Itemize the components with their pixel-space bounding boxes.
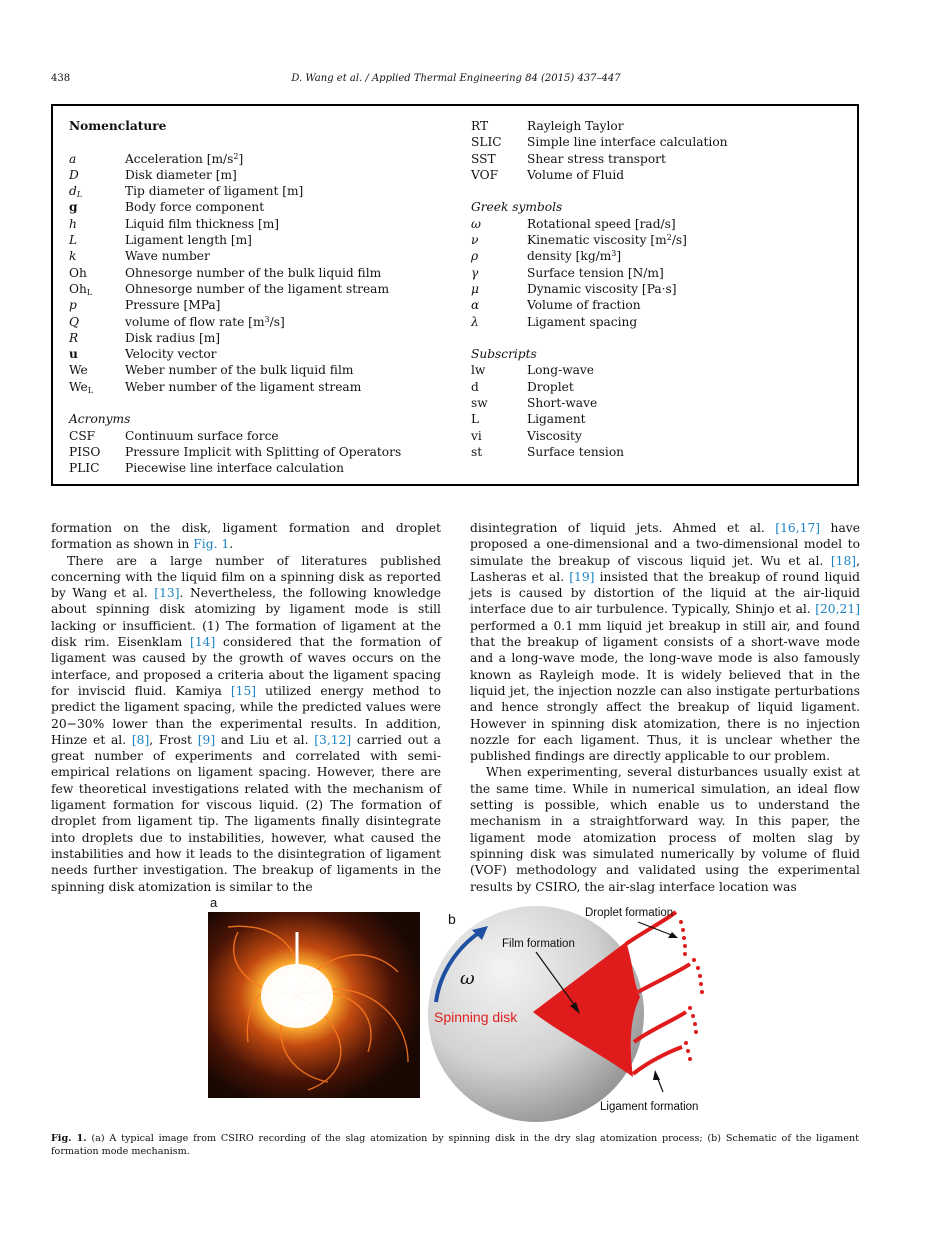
ligament-formation-label: Ligament formation bbox=[600, 1101, 699, 1113]
acronym: SLIC bbox=[471, 135, 502, 150]
symbol-description: Liquid film thickness [m] bbox=[125, 216, 280, 231]
list-item bbox=[69, 281, 449, 297]
subscripts-list bbox=[471, 362, 851, 460]
symbol-description: Tip diameter of ligament [m] bbox=[125, 184, 304, 199]
list-item bbox=[69, 167, 449, 183]
list-item bbox=[69, 379, 449, 395]
subscript-description: Ligament bbox=[527, 412, 586, 427]
symbol: $Oh_L$ bbox=[69, 281, 93, 297]
acronym: PISO bbox=[69, 444, 101, 459]
paragraph: When experimenting, several disturbances usually exist at the same time. While in numerical simulation, an ideal flow setting is possible, which enable us to understand the mechanism in a straightforward way. In this paper, the ligament mode atomization process of molten slag by spinning disk was simulated numerically by volume of fluid (VOF) methodology and validated using the experimental results by CSIRO, the air-slag interface location was bbox=[470, 765, 860, 894]
list-item bbox=[69, 232, 449, 248]
acronyms-heading: Acronyms bbox=[69, 412, 131, 427]
list-item bbox=[69, 248, 449, 264]
droplet-pointer-head bbox=[668, 932, 678, 938]
list-item bbox=[471, 395, 851, 411]
subscripts-heading: Subscripts bbox=[471, 347, 537, 362]
ligament bbox=[633, 1047, 682, 1074]
symbol-description: Ligament length [m] bbox=[125, 233, 252, 248]
symbol-description: Disk radius [m] bbox=[125, 330, 221, 345]
symbol-description: Weber number of the bulk liquid film bbox=[125, 363, 354, 378]
greek-symbol: ν bbox=[471, 233, 479, 248]
symbol-description: Acceleration $[m/s^2]$ bbox=[125, 151, 244, 166]
list-item bbox=[471, 281, 851, 297]
subscript-description: Long-wave bbox=[527, 363, 594, 378]
citation-link[interactable]: [19] bbox=[569, 569, 595, 584]
citation-link[interactable]: [14] bbox=[190, 635, 216, 650]
symbol-description: Wave number bbox=[125, 249, 210, 264]
symbol: p bbox=[69, 298, 77, 313]
citation-link[interactable]: [9] bbox=[197, 732, 216, 747]
ligament bbox=[638, 964, 690, 992]
panel-a-label: a bbox=[210, 895, 218, 910]
droplet-formation-label: Droplet formation bbox=[585, 907, 674, 919]
list-item bbox=[69, 444, 449, 460]
symbol: k bbox=[69, 249, 77, 264]
panel-b-letter: b bbox=[448, 911, 456, 927]
list-item bbox=[471, 216, 851, 232]
greek-symbol: α bbox=[471, 298, 480, 313]
greek-symbol: ω bbox=[471, 216, 481, 231]
list-item bbox=[69, 428, 449, 444]
acronym-description: Pressure Implicit with Splitting of Operators bbox=[125, 444, 402, 459]
list-item bbox=[471, 411, 851, 427]
acronym-description: Simple line interface calculation bbox=[527, 135, 728, 150]
symbol: g bbox=[69, 200, 78, 215]
greek-description: Surface tension [N/m] bbox=[527, 265, 664, 280]
list-item bbox=[471, 167, 851, 183]
acronym-description: Volume of Fluid bbox=[527, 167, 625, 182]
figure-panel-b bbox=[428, 902, 718, 1118]
acronym-description: Shear stress transport bbox=[527, 151, 666, 166]
symbol: $d_L$ bbox=[69, 184, 83, 200]
droplets bbox=[679, 920, 704, 1061]
list-item bbox=[69, 330, 449, 346]
symbol: Oh bbox=[69, 265, 87, 280]
symbol-description: Ohnesorge number of the bulk liquid film bbox=[125, 265, 382, 280]
list-item bbox=[69, 265, 449, 281]
acronym: PLIC bbox=[69, 461, 100, 476]
symbol: D bbox=[69, 167, 79, 182]
greek-list bbox=[471, 216, 851, 330]
body-left-column bbox=[51, 520, 441, 895]
symbol-description: Velocity vector bbox=[125, 347, 217, 362]
figure-caption bbox=[51, 1132, 859, 1158]
symbol: u bbox=[69, 347, 78, 362]
symbol: R bbox=[69, 330, 79, 345]
subscript-description: Droplet bbox=[527, 379, 574, 394]
subscript-description: Short-wave bbox=[527, 396, 598, 411]
list-item bbox=[471, 444, 851, 460]
omega-symbol: ω bbox=[460, 968, 475, 989]
list-item bbox=[471, 118, 851, 134]
paragraph: disintegration of liquid jets. Ahmed et al. [16,17] have proposed a one-dimensional and a two-dimensional model to simulate the breakup of viscous liquid jet. Wu et al. [18], Lasheras et al. [19] insisted that the breakup of round liquid jets is caused by distortion of the liquid at the air-liquid interface due to air turbulence. Typically, Shinjo et al. [20,21] performed a 0.1 mm liquid jet breakup in still air, and found that the breakup of ligament consists of a short-wave mode and a long-wave mode, the long-wave mode is also famously known as Rayleigh mode. It is widely believed that in the liquid jet, the injection nozzle can also instigate perturbations and hence strongly affect the breakup of liquid ligament. However in spinning disk atomization, there is no injection nozzle for each ligament. Thus, it is unclear whether the published findings are directly applicable to our problem. bbox=[470, 521, 860, 764]
acronym-description: Continuum surface force bbox=[125, 428, 279, 443]
citation-link[interactable]: [8] bbox=[131, 732, 150, 747]
greek-description: density $[kg/m^3]$ bbox=[527, 249, 622, 264]
citation-link[interactable]: [13] bbox=[154, 586, 180, 601]
list-item bbox=[471, 265, 851, 281]
symbol-description: Pressure [MPa] bbox=[125, 298, 221, 313]
caption-text: (a) A typical image from CSIRO recording of the slag atomization by spinning disk in the dry slag atomization process; (b) Schematic of the ligament formation mode mechanism. bbox=[51, 1133, 859, 1157]
citation-link[interactable]: [16,17] bbox=[775, 521, 821, 535]
acronym: SST bbox=[471, 151, 496, 166]
symbol: Q bbox=[69, 314, 79, 329]
nomenclature-right-column bbox=[471, 118, 851, 460]
acronyms-list bbox=[69, 428, 449, 477]
symbols-list bbox=[69, 151, 449, 395]
acronym: CSF bbox=[69, 428, 96, 443]
list-item bbox=[69, 199, 449, 215]
symbol: h bbox=[69, 216, 77, 231]
citation-link[interactable]: [15] bbox=[230, 683, 257, 698]
figure-link[interactable]: Fig. 1 bbox=[193, 537, 230, 552]
paragraph: There are a large number of literatures published concerning with the liquid film on a spinning disk as reported by Wang et al. [13]. Nevertheless, the following knowledge about spinning disk atomizing by ligament mode is still lacking or insufficient. (1) The formation of ligament at the disk rim. Eisenklam [14] considered that the formation of ligament was caused by the growth of waves occurs on the interface, and proposed a criteria about the ligament spacing for inviscid fluid. Kamiya [15] utilized energy method to predict the ligament spacing, while the predicted values were 20−30% lower than the experimental results. In addition, Hinze et al. [8], Frost [9] and Liu et al. [3,12] carried out a great number of experiments and correlated with semi-empirical relations on ligament spacing. However, there are few theoretical investigations related with the mechanism of ligament formation for viscous liquid. (2) The formation of droplet from ligament tip. The ligaments finally disintegrate into droplets due to instabilities, however, what caused the instabilities and how it leads to the disintegration of ligament needs further investigation. The breakup of ligaments in the spinning disk atomization is similar to the bbox=[51, 553, 442, 894]
symbol-description: Ohnesorge number of the ligament stream bbox=[125, 281, 390, 296]
list-item bbox=[471, 428, 851, 444]
list-item bbox=[471, 362, 851, 378]
symbol: $We_L$ bbox=[69, 379, 94, 395]
list-item bbox=[471, 248, 851, 264]
greek-symbol: μ bbox=[471, 281, 479, 296]
greek-description: Dynamic viscosity [Pa·s] bbox=[527, 281, 677, 296]
list-item bbox=[69, 346, 449, 362]
list-item bbox=[69, 183, 449, 199]
list-item bbox=[69, 216, 449, 232]
figure-panel-a bbox=[208, 912, 420, 1098]
film-formation-label: Film formation bbox=[502, 938, 575, 950]
list-item bbox=[69, 151, 449, 167]
subscript: st bbox=[471, 444, 483, 459]
list-item bbox=[471, 379, 851, 395]
subscript: sw bbox=[471, 396, 488, 411]
acronym: VOF bbox=[471, 167, 499, 182]
subscript-description: Surface tension bbox=[527, 444, 625, 459]
spinning-disk-label: Spinning disk bbox=[434, 1009, 518, 1025]
greek-description: Kinematic viscosity $[m^2/s]$ bbox=[527, 233, 687, 248]
subscript: L bbox=[471, 412, 480, 427]
greek-symbol: λ bbox=[471, 314, 479, 329]
list-item bbox=[471, 151, 851, 167]
nomenclature-box bbox=[51, 104, 859, 486]
subscript-description: Viscosity bbox=[527, 428, 582, 443]
acronyms-list-continued bbox=[471, 118, 851, 183]
journal-citation: D. Wang et al. / Applied Thermal Engineering 84 (2015) 437–447 bbox=[291, 73, 621, 84]
molten-core-glow bbox=[261, 964, 333, 1028]
paragraph: formation on the disk, ligament formation and droplet formation as shown in Fig. 1. bbox=[51, 521, 441, 552]
citation-link[interactable]: [20,21] bbox=[815, 602, 860, 617]
subscript: lw bbox=[471, 363, 486, 378]
list-item bbox=[471, 314, 851, 330]
acronym-description: Piecewise line interface calculation bbox=[125, 461, 344, 476]
citation-link[interactable]: [18] bbox=[830, 553, 857, 568]
acronym-description: Rayleigh Taylor bbox=[527, 119, 624, 133]
list-item bbox=[471, 134, 851, 150]
list-item bbox=[471, 297, 851, 313]
subscript: d bbox=[471, 379, 479, 394]
greek-description: Rotational speed [rad/s] bbox=[527, 216, 676, 231]
list-item bbox=[69, 314, 449, 330]
greek-symbol: γ bbox=[471, 265, 479, 280]
list-item bbox=[69, 362, 449, 378]
symbol: L bbox=[69, 233, 78, 248]
citation-link[interactable]: [3,12] bbox=[314, 732, 352, 747]
caption-label: Fig. 1. bbox=[51, 1133, 87, 1144]
list-item bbox=[69, 297, 449, 313]
running-header bbox=[51, 73, 861, 87]
symbol: We bbox=[69, 363, 88, 378]
nomenclature-left-column bbox=[69, 118, 449, 477]
page-number: 438 bbox=[51, 73, 71, 84]
greek-symbol: ρ bbox=[471, 249, 479, 264]
subscript: vi bbox=[471, 428, 482, 443]
symbol-description: volume of flow rate $[m^3/s]$ bbox=[125, 314, 285, 329]
greek-description: Volume of fraction bbox=[527, 298, 641, 313]
list-item bbox=[471, 232, 851, 248]
symbol: a bbox=[69, 151, 77, 166]
nomenclature-title: Nomenclature bbox=[69, 119, 167, 133]
greek-symbols-heading: Greek symbols bbox=[471, 200, 563, 215]
body-right-column bbox=[470, 520, 860, 895]
symbol-description: Disk diameter [m] bbox=[125, 167, 237, 182]
list-item bbox=[69, 460, 449, 476]
acronym: RT bbox=[471, 119, 489, 133]
greek-description: Ligament spacing bbox=[527, 314, 638, 329]
ligament-pointer-head bbox=[653, 1070, 660, 1080]
symbol-description: Body force component bbox=[125, 200, 265, 215]
symbol-description: Weber number of the ligament stream bbox=[125, 379, 362, 394]
